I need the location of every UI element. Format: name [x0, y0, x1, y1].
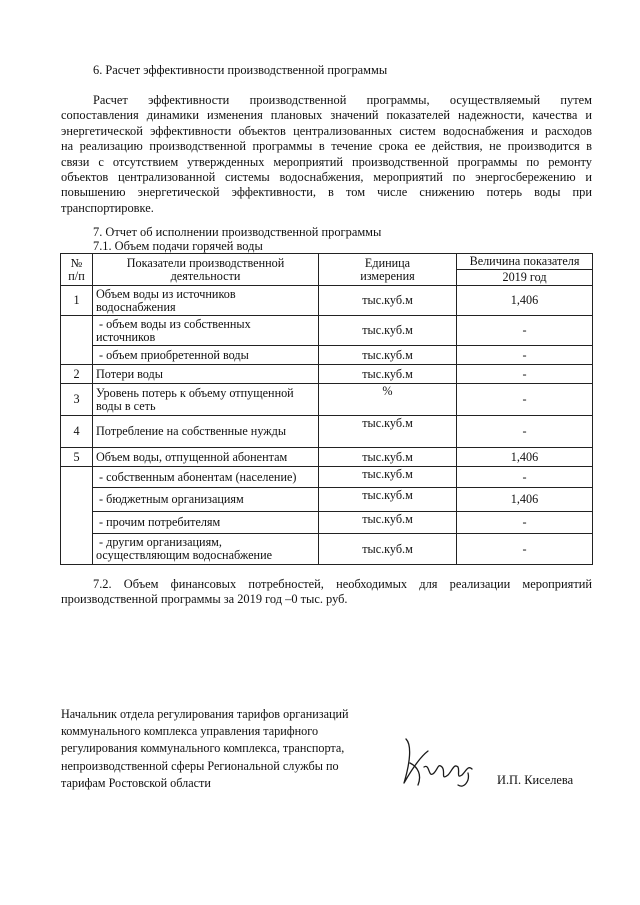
row-unit: тыс.куб.м: [319, 286, 457, 316]
row-num: 3: [61, 384, 93, 416]
paragraph-line: 7.2. Объем финансовых потребностей, необходимых для реализации мероприятий: [93, 577, 592, 591]
row-num: 1: [61, 286, 93, 316]
row-name: [93, 534, 319, 565]
table-row: [61, 416, 593, 448]
table-row: [61, 286, 593, 316]
row-value: -: [457, 534, 593, 565]
row-name: - объем приобретенной воды: [93, 346, 319, 365]
table-row: [61, 467, 593, 488]
paragraph-line: на реализацию производственной программы в течение срока ее действия, не производится в: [61, 139, 592, 154]
paragraph-line: сопоставления динамики изменения плановых значений показателей надежности, качества и: [61, 108, 592, 123]
table-row: [61, 488, 593, 512]
row-name: [93, 316, 319, 346]
paragraph-line: производственной программы за 2019 год –0 тыс. руб.: [61, 592, 348, 607]
table-header-row: [61, 254, 593, 270]
position-line: тарифам Ростовской области: [61, 775, 211, 790]
row-name: [93, 286, 319, 316]
paragraph-line: Расчет эффективности производственной программы, осуществляемый путем: [93, 93, 592, 107]
row-unit: тыс.куб.м: [319, 512, 457, 534]
table-row: [61, 365, 593, 384]
row-unit: %: [319, 384, 457, 416]
row-num: 4: [61, 416, 93, 448]
row-name-line: - другим организациям,: [96, 535, 222, 549]
row-unit: тыс.куб.м: [319, 316, 457, 346]
section-7-1-subtitle: 7.1. Объем подачи горячей воды: [93, 239, 263, 253]
row-value: 1,406: [457, 448, 593, 467]
row-value: -: [457, 467, 593, 488]
header-indicator-line: Показатели производственной: [126, 255, 285, 270]
paragraph-line: энергетической эффективности объектов централизованных систем водоснабжения и расходов: [61, 123, 592, 138]
row-value: -: [457, 384, 593, 416]
row-value: 1,406: [457, 286, 593, 316]
row-name-line: Уровень потерь к объему отпущенной: [96, 385, 294, 400]
row-name-line: воды в сеть: [96, 398, 156, 413]
header-num-line: №: [70, 255, 83, 270]
row-value: -: [457, 512, 593, 534]
row-name: [93, 384, 319, 416]
row-name-line: источников: [96, 329, 156, 344]
row-name: Потребление на собственные нужды: [93, 416, 319, 448]
table-row: [61, 346, 593, 365]
row-value: -: [457, 346, 593, 365]
row-name: Потери воды: [93, 365, 319, 384]
row-name-line: Объем воды из источников: [96, 286, 236, 301]
table-row: [61, 448, 593, 467]
row-unit: тыс.куб.м: [319, 448, 457, 467]
row-name: - бюджетным организациям: [93, 488, 319, 512]
header-unit: [319, 254, 457, 286]
row-unit: тыс.куб.м: [319, 488, 457, 512]
section-7-2-paragraph: [61, 577, 592, 608]
header-num: [61, 254, 93, 286]
header-year: 2019 год: [457, 270, 593, 286]
header-value: Величина показателя: [457, 254, 593, 270]
row-unit: тыс.куб.м: [319, 416, 457, 448]
paragraph-line: объектов централизованной системы водоснабжения, мероприятий по энергосбережению и: [61, 169, 592, 184]
section-6-paragraph: [61, 93, 592, 216]
header-indicator: [93, 254, 319, 286]
row-num: [61, 316, 93, 365]
paragraph-line: транспортировке.: [61, 200, 154, 215]
row-name: Объем воды, отпущенной абонентам: [93, 448, 319, 467]
row-num: 2: [61, 365, 93, 384]
row-num: [61, 467, 93, 565]
position-line: Начальник отдела регулирования тарифов организаций: [61, 707, 349, 721]
paragraph-line: повышению энергетической эффективности, в том числе снижению потерь воды при: [61, 185, 592, 200]
row-name-line: - объем воды из собственных: [96, 316, 251, 331]
row-name-line: водоснабжения: [96, 299, 176, 314]
paragraph-line: связи с отсутствием утвержденных мероприятий производственной программы по ремонту: [61, 154, 592, 169]
header-num-line: п/п: [68, 268, 85, 283]
header-unit-line: измерения: [360, 268, 415, 283]
position-line: коммунального комплекса управления тарифного: [61, 724, 319, 739]
header-indicator-line: деятельности: [170, 268, 241, 283]
section-6-title: 6. Расчет эффективности производственной программы: [93, 63, 388, 77]
position-line: регулирования коммунального комплекса, транспорта,: [61, 741, 345, 756]
row-num: 5: [61, 448, 93, 467]
row-unit: тыс.куб.м: [319, 467, 457, 488]
row-name: - прочим потребителям: [93, 512, 319, 534]
row-name-line: осуществляющим водоснабжение: [96, 548, 272, 562]
table-row: [61, 384, 593, 416]
row-value: -: [457, 416, 593, 448]
row-value: 1,406: [457, 488, 593, 512]
water-supply-table: [60, 253, 593, 565]
header-unit-line: Единица: [364, 255, 411, 270]
row-value: -: [457, 316, 593, 346]
row-unit: тыс.куб.м: [319, 346, 457, 365]
table-row: [61, 316, 593, 346]
handwritten-signature: [398, 733, 478, 791]
table-row: [61, 512, 593, 534]
row-unit: тыс.куб.м: [319, 365, 457, 384]
signatory-name: И.П. Киселева: [497, 773, 574, 787]
position-line: непроизводственной сферы Региональной службы по: [61, 758, 339, 773]
table-row: [61, 534, 593, 565]
signatory-position: [61, 706, 349, 792]
row-value: -: [457, 365, 593, 384]
row-name: - собственным абонентам (население): [93, 467, 319, 488]
row-unit: тыс.куб.м: [319, 534, 457, 565]
section-7-title: 7. Отчет об исполнении производственной программы: [93, 225, 382, 239]
